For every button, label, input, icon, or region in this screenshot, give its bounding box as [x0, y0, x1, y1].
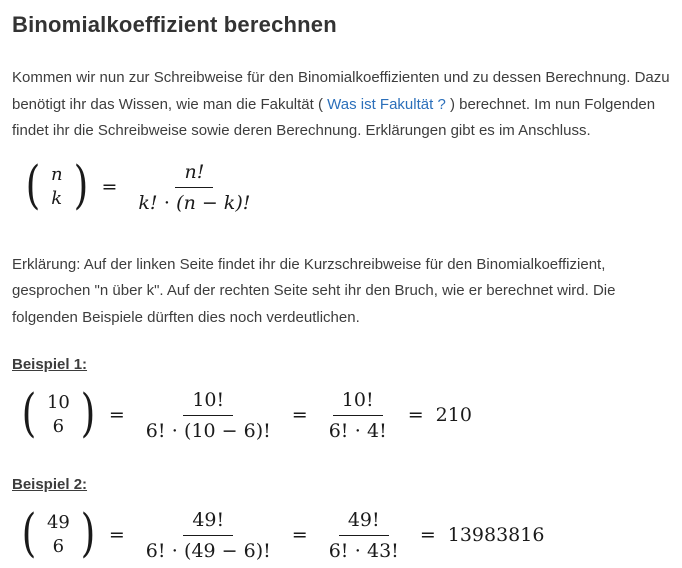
example1-binom-stack	[47, 391, 70, 440]
fakultaet-link[interactable]: Was ist Fakultät ?	[327, 95, 446, 113]
example2-result: 13983816	[447, 524, 545, 547]
example1-formula	[20, 382, 670, 444]
definition-denominator: k! ⋅ (n − k)!	[138, 191, 251, 214]
example2-step1-denominator: 6! ⋅ (49 − 6)!	[145, 539, 271, 562]
left-paren-icon: (	[21, 502, 37, 564]
example1-step1-numerator: 10!	[183, 389, 233, 416]
equals-sign: =	[291, 404, 308, 427]
binom-stack	[51, 163, 63, 212]
example2-formula	[20, 502, 670, 564]
example1-fraction-step2	[320, 389, 396, 442]
example1-step1-denominator: 6! ⋅ (10 − 6)!	[145, 419, 271, 442]
left-paren-icon: (	[21, 382, 37, 444]
equals-sign: =	[101, 176, 118, 199]
equals-sign: =	[419, 524, 436, 547]
example2-binom-stack	[47, 511, 70, 560]
definition-fraction	[129, 161, 259, 214]
binom-bottom-k: k	[51, 188, 63, 210]
example2-step2-denominator: 6! ⋅ 43!	[328, 539, 399, 562]
example2-step1-numerator: 49!	[183, 509, 233, 536]
example2-fraction-step1	[137, 509, 280, 562]
example1-binom-top: 10	[46, 391, 70, 413]
equals-sign: =	[108, 524, 125, 547]
example2-step2-numerator: 49!	[339, 509, 389, 536]
intro-text-before-link: Kommen wir nun zur Schreibweise für den Binomialkoeffizienten und zu dessen Berechnung. Dazu benötigt ihr das Wissen, wie man die Fakultät (	[12, 69, 670, 113]
equals-sign: =	[108, 404, 125, 427]
example1-binom-bottom: 6	[52, 416, 65, 438]
example2-binom-bottom: 6	[52, 536, 65, 558]
example2-binom-top: 49	[46, 511, 70, 533]
equals-sign: =	[291, 524, 308, 547]
example2-fraction-step2	[320, 509, 408, 562]
explanation-paragraph: Erklärung: Auf der linken Seite findet ihr die Kurzschreibweise für den Binomialkoeffizient, gesprochen "n über k". Auf der rechten Seite seht ihr den Bruch, wie er berechnet wird. Die folgenden Beispiele dürften dies noch verdeutlichen.	[12, 255, 616, 326]
example2-heading: Beispiel 2:	[12, 475, 88, 493]
left-paren-icon: (	[25, 154, 41, 216]
intro-paragraph	[12, 65, 670, 145]
definition-formula	[24, 154, 670, 216]
binom-top-n: n	[50, 163, 63, 185]
example1-step2-numerator: 10!	[333, 389, 383, 416]
example1-result: 210	[435, 404, 472, 427]
example1-fraction-step1	[137, 389, 280, 442]
equals-sign: =	[407, 404, 424, 427]
page-title: Binomialkoeffizient berechnen	[12, 12, 337, 37]
example1-heading: Beispiel 1:	[12, 355, 88, 373]
right-paren-icon: )	[73, 154, 88, 216]
right-paren-icon: )	[80, 382, 96, 444]
example1-step2-denominator: 6! ⋅ 4!	[328, 419, 387, 442]
definition-numerator: n!	[175, 161, 213, 188]
right-paren-icon: )	[80, 502, 96, 564]
intro-text-after-link: ) berechnet. Im nun Folgenden findet ihr die Schreibweise sowie deren Berechnung. Erklärungen gibt es im Anschluss.	[12, 95, 656, 140]
